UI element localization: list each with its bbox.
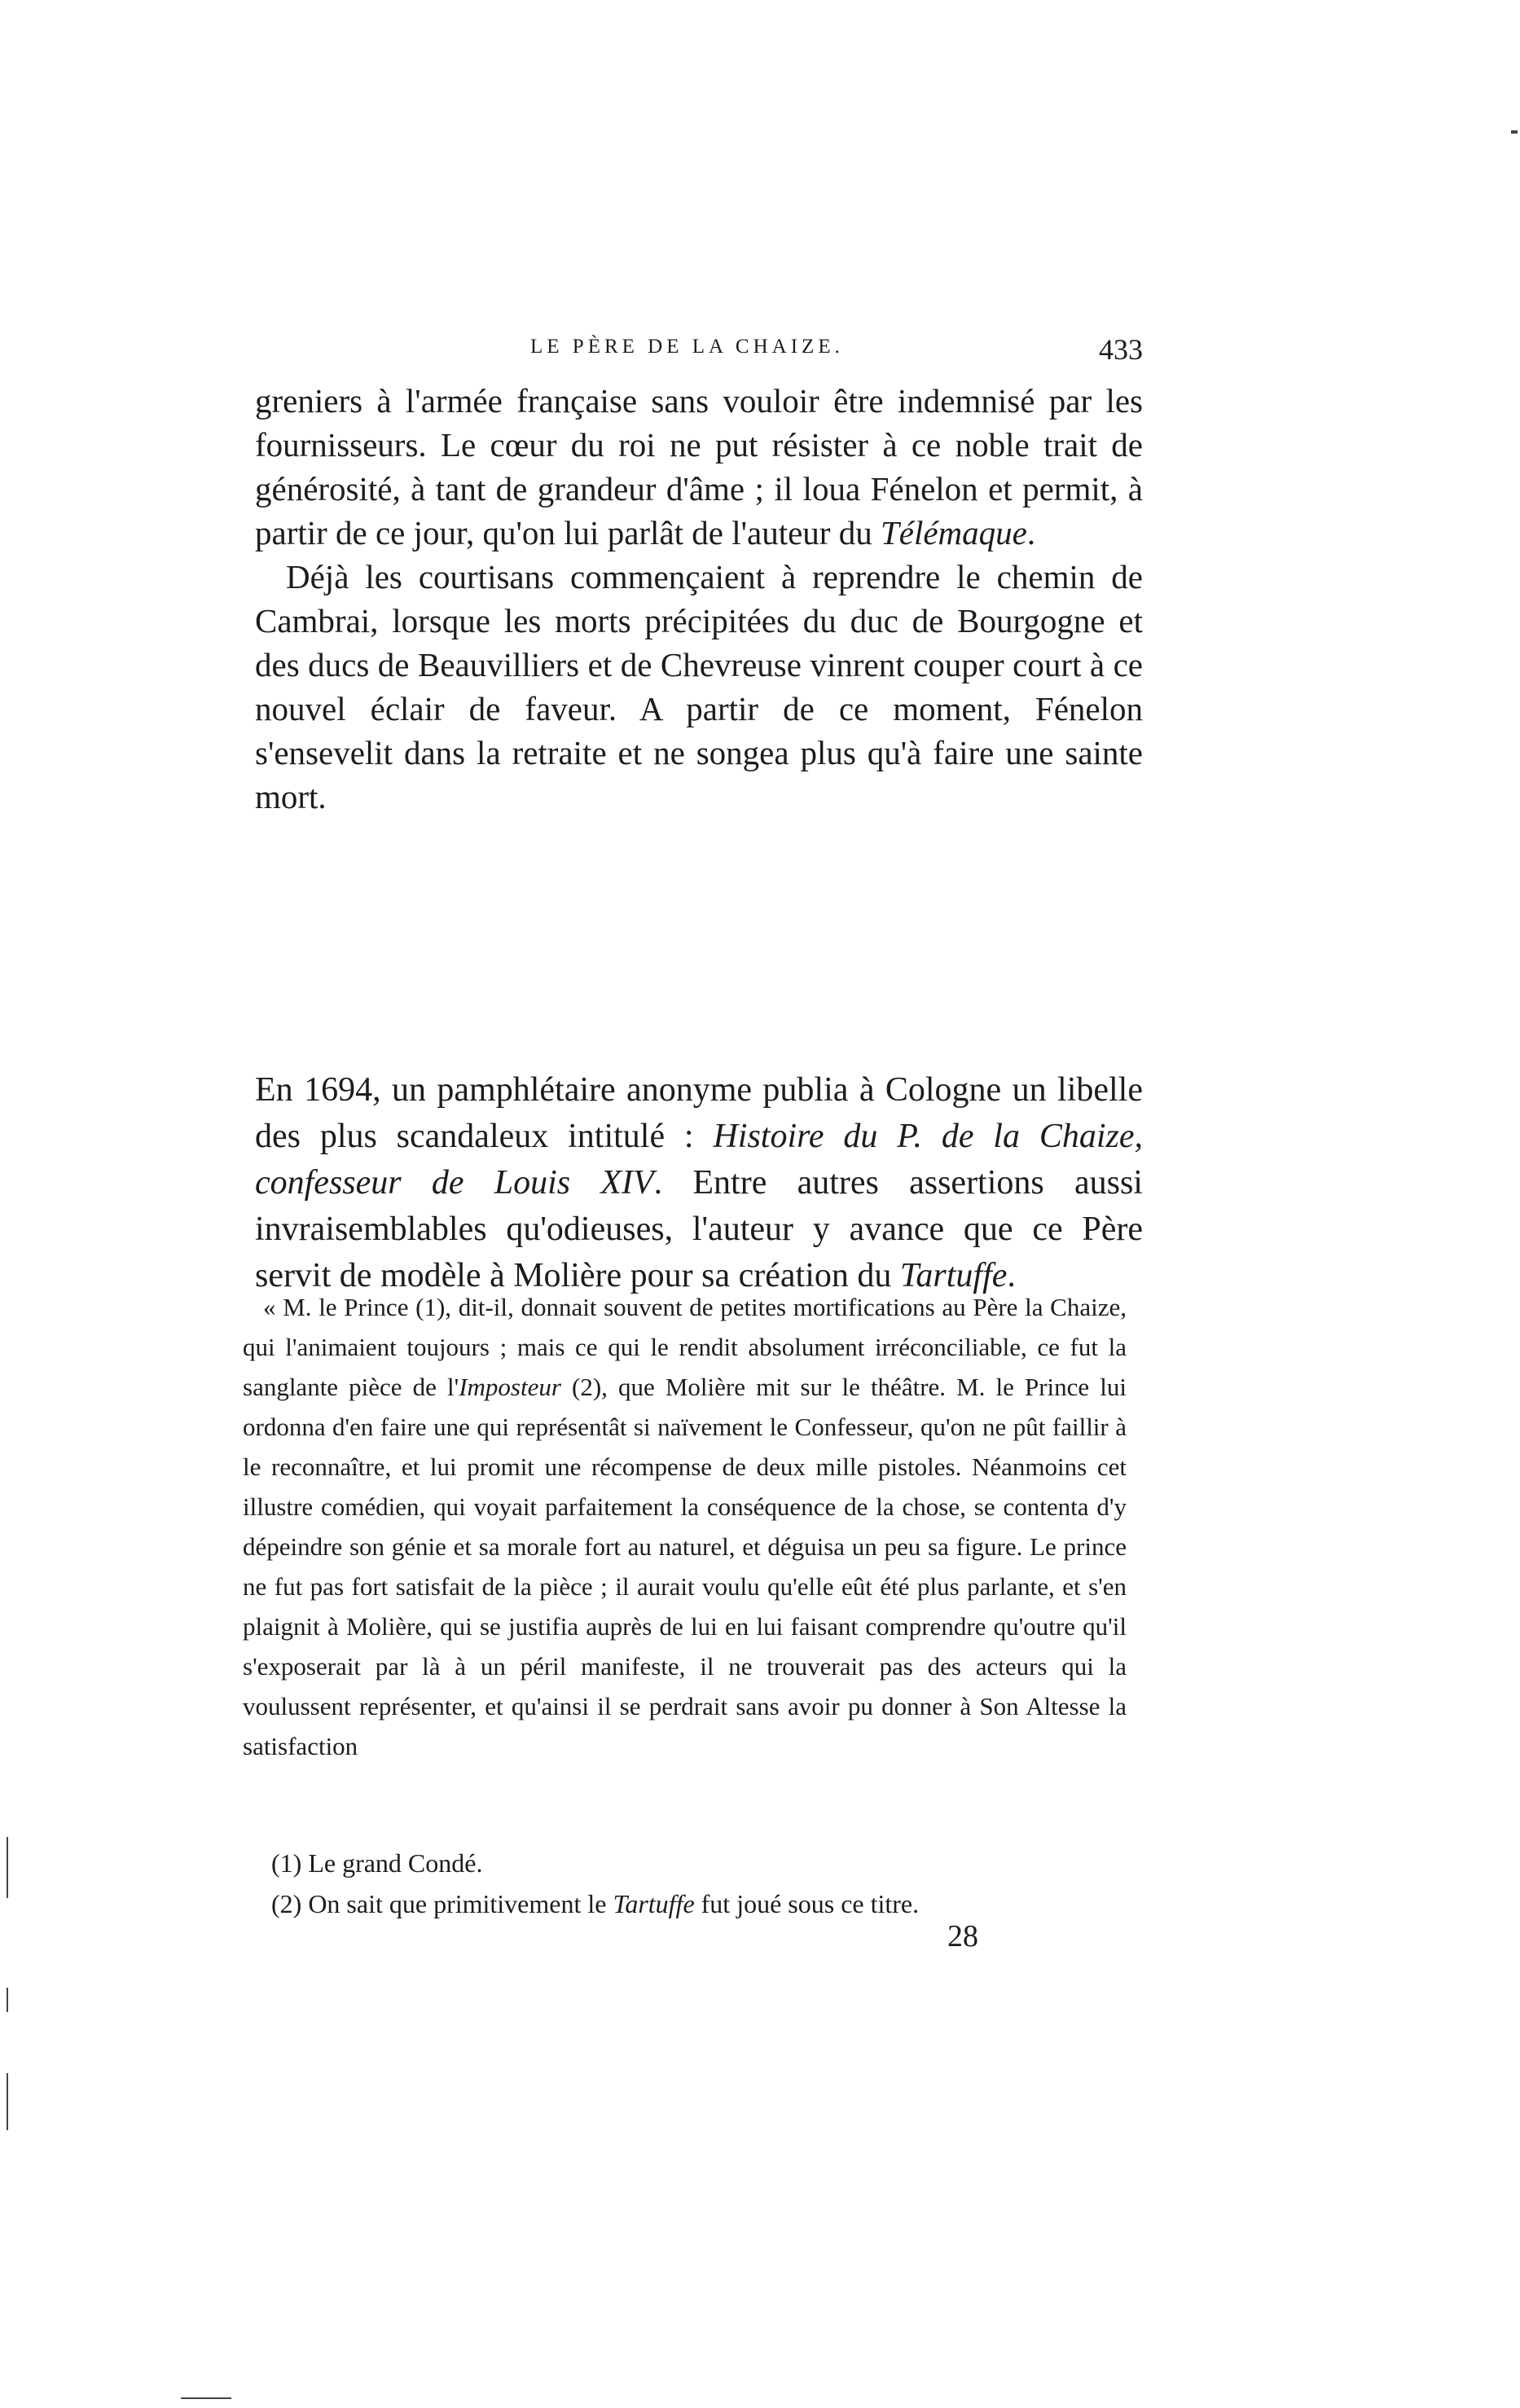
- quotation-paragraph: « M. le Prince (1), dit-il, donnait souvent de petites mortifications au Père la Chaize, qui l'animaient toujours ; mais ce qui le rendit absolument irréconciliable, ce fut la sanglante pièce de l'Imposteur (2), que Molière mit sur le théâtre. M. le Prince lui ordonna d'en faire une qui représentât si naïvement le Confesseur, qu'on ne pût faillir à le reconnaître, et lui promit une récompense de deux mille pistoles. Néanmoins cet illustre comédien, qui voyait parfaitement la conséquence de la chose, se contenta d'y dépeindre son génie et sa morale fort au naturel, et déguisa un peu sa figure. Le prince ne fut pas fort satisfait de la pièce ; il aurait voulu qu'elle eût été plus parlante, et s'en plaignit à Molière, qui se justifia auprès de lui en lui faisant comprendre qu'outre qu'il s'exposerait par là à un péril manifeste, il ne trouverait pas des acteurs qui la voulussent représenter, et qu'ainsi il se perdrait sans avoir pu donner à Son Altesse la satisfaction: [243, 1293, 1127, 1760]
- page-number: 433: [1099, 333, 1143, 366]
- signature-mark: 28: [947, 1919, 978, 1953]
- footnote-1: (1) Le grand Condé.: [271, 1848, 483, 1878]
- footnotes: [271, 1843, 1118, 1924]
- paragraph-2: Déjà les courtisans commençaient à reprendre le chemin de Cambrai, lorsque les morts précipitées du duc de Bourgogne et des ducs de Beauvilliers et de Chevreuse vinrent couper court à ce nouvel éclair de faveur. A partir de ce moment, Fénelon s'ensevelit dans la retraite et ne songea plus qu'à faire une sainte mort.: [255, 558, 1143, 815]
- scan-bottom-line: [181, 2397, 231, 2399]
- running-header: [255, 332, 1143, 373]
- footnote-2: (2) On sait que primitivement le Tartuffe fut joué sous ce titre.: [271, 1889, 920, 1918]
- paragraph-1: greniers à l'armée française sans vouloir être indemnisé par les fournisseurs. Le cœur du roi ne put résister à ce noble trait de générosité, à tant de grandeur d'âme ; il loua Fénelon et permit, à partir de ce jour, qu'on lui parlât de l'auteur du Télémaque.: [255, 382, 1143, 551]
- scan-margin-line: [7, 2073, 8, 2130]
- scan-speck: [1511, 130, 1518, 134]
- scan-margin-line: [7, 1988, 8, 2012]
- scan-margin-line: [7, 1837, 8, 1898]
- paragraph-3: En 1694, un pamphlétaire anonyme publia à Cologne un libelle des plus scandaleux intitulé : Histoire du P. de la Chaize, confesseur de Louis XIV. Entre autres assertions aussi invraisemblables qu'odieuses, l'auteur y avance que ce Père servit de modèle à Molière pour sa création du Tartuffe.: [255, 1071, 1143, 1294]
- running-title: LE PÈRE DE LA CHAIZE.: [530, 336, 844, 358]
